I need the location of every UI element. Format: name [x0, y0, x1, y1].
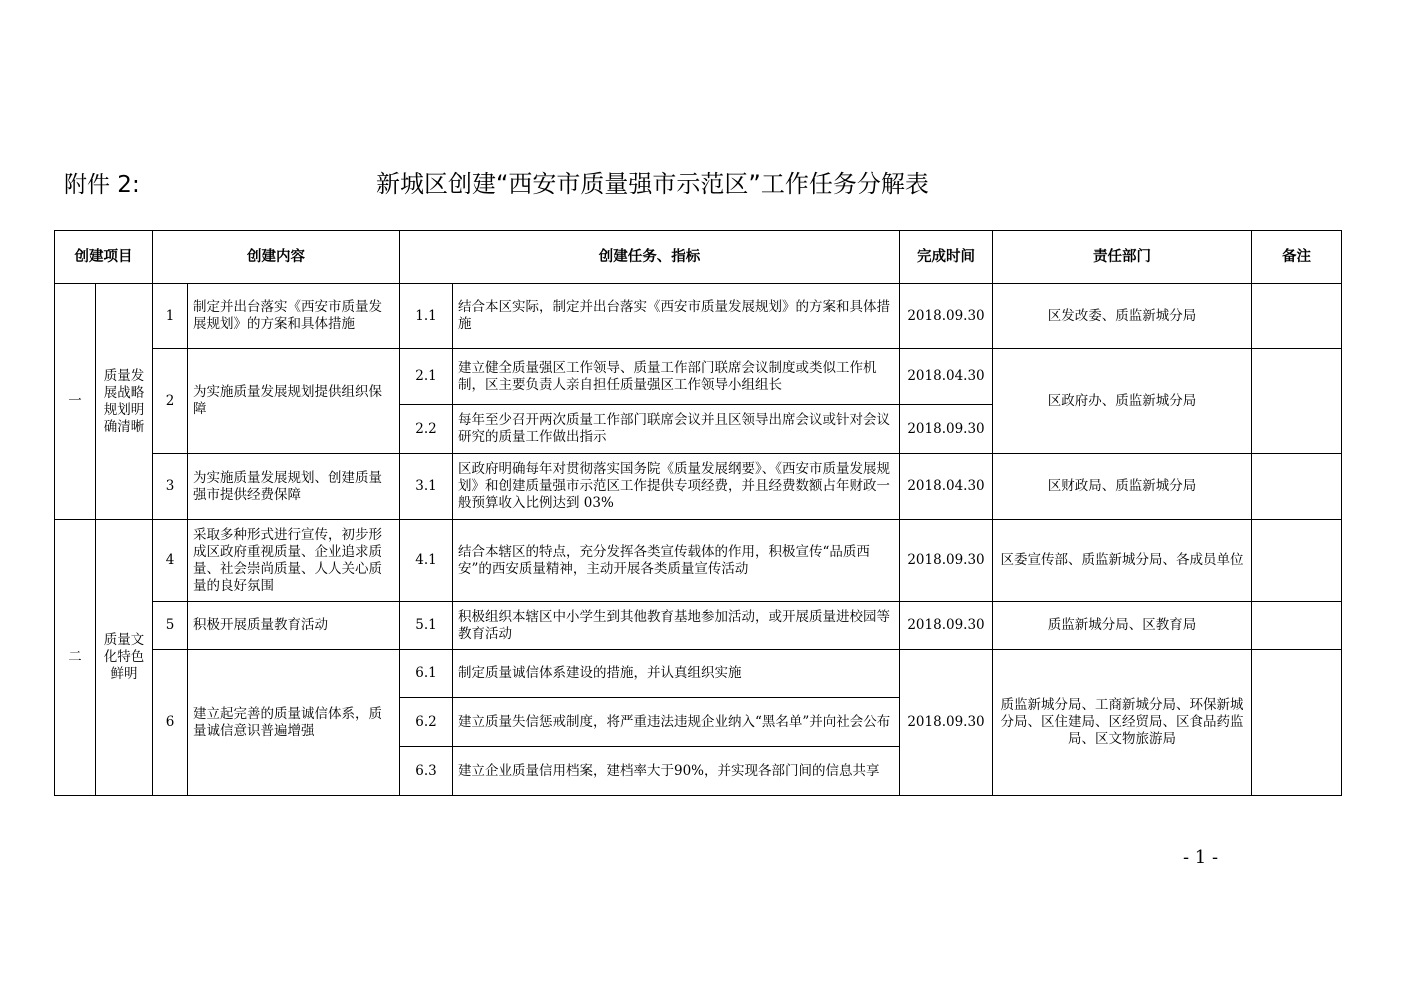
content-text: 制定并出台落实《西安市质量发展规划》的方案和具体措施 — [188, 284, 400, 349]
content-text: 为实施质量发展规划提供组织保障 — [188, 349, 400, 454]
task-text: 每年至少召开两次质量工作部门联席会议并且区领导出席会议或针对会议研究的质量工作做出指示 — [453, 405, 900, 454]
remark-cell — [1252, 520, 1342, 602]
content-number: 2 — [153, 349, 188, 454]
task-deadline: 2018.09.30 — [900, 405, 993, 454]
remark-cell — [1252, 349, 1342, 454]
responsible-dept: 区政府办、质监新城分局 — [993, 349, 1252, 454]
col-header-task: 创建任务、指标 — [400, 231, 900, 284]
task-number: 4.1 — [400, 520, 453, 602]
task-text: 结合本辖区的特点，充分发挥各类宣传载体的作用，积极宣传“品质西安”的西安质量精神，主动开展各类质量宣传活动 — [453, 520, 900, 602]
group-number: 一 — [55, 284, 96, 520]
remark-cell — [1252, 650, 1342, 796]
task-number: 2.1 — [400, 349, 453, 405]
task-table — [54, 230, 1342, 796]
content-number: 5 — [153, 602, 188, 650]
task-deadline: 2018.04.30 — [900, 454, 993, 520]
content-text: 为实施质量发展规划、创建质量强市提供经费保障 — [188, 454, 400, 520]
group-number: 二 — [55, 520, 96, 796]
task-text: 区政府明确每年对贯彻落实国务院《质量发展纲要》、《西安市质量发展规划》和创建质量强市示范区工作提供专项经费，并且经费数额占年财政一般预算收入比例达到 03% — [453, 454, 900, 520]
task-text: 积极组织本辖区中小学生到其他教育基地参加活动，或开展质量进校园等教育活动 — [453, 602, 900, 650]
group-name: 质量文化特色鲜明 — [96, 520, 153, 796]
task-text: 结合本区实际，制定并出台落实《西安市质量发展规划》的方案和具体措施 — [453, 284, 900, 349]
task-number: 1.1 — [400, 284, 453, 349]
document-title: 新城区创建“西安市质量强市示范区”工作任务分解表 — [376, 170, 929, 198]
responsible-dept: 区发改委、质监新城分局 — [993, 284, 1252, 349]
responsible-dept: 区委宣传部、质监新城分局、各成员单位 — [993, 520, 1252, 602]
task-deadline: 2018.09.30 — [900, 284, 993, 349]
content-text: 积极开展质量教育活动 — [188, 602, 400, 650]
attachment-label: 附件 2: — [64, 172, 140, 198]
col-header-project: 创建项目 — [55, 231, 153, 284]
responsible-dept: 区财政局、质监新城分局 — [993, 454, 1252, 520]
content-number: 3 — [153, 454, 188, 520]
remark-cell — [1252, 454, 1342, 520]
task-deadline: 2018.09.30 — [900, 650, 993, 796]
col-header-deadline: 完成时间 — [900, 231, 993, 284]
table-row — [55, 650, 1342, 698]
task-deadline: 2018.09.30 — [900, 602, 993, 650]
remark-cell — [1252, 284, 1342, 349]
task-deadline: 2018.09.30 — [900, 520, 993, 602]
col-header-remark: 备注 — [1252, 231, 1342, 284]
content-number: 4 — [153, 520, 188, 602]
task-number: 6.3 — [400, 747, 453, 796]
col-header-content: 创建内容 — [153, 231, 400, 284]
task-number: 2.2 — [400, 405, 453, 454]
task-deadline: 2018.04.30 — [900, 349, 993, 405]
col-header-dept: 责任部门 — [993, 231, 1252, 284]
content-text: 采取多种形式进行宣传，初步形成区政府重视质量、企业追求质量、社会崇尚质量、人人关心质量的良好氛围 — [188, 520, 400, 602]
responsible-dept: 质监新城分局、工商新城分局、环保新城分局、区住建局、区经贸局、区食品药监局、区文物旅游局 — [993, 650, 1252, 796]
task-text: 建立企业质量信用档案，建档率大于90%，并实现各部门间的信息共享 — [453, 747, 900, 796]
table-row — [55, 602, 1342, 650]
task-text: 建立健全质量强区工作领导、质量工作部门联席会议制度或类似工作机制，区主要负责人亲自担任质量强区工作领导小组组长 — [453, 349, 900, 405]
table-row — [55, 284, 1342, 349]
content-number: 6 — [153, 650, 188, 796]
task-text: 建立质量失信惩戒制度，将严重违法违规企业纳入“黑名单”并向社会公布 — [453, 698, 900, 747]
task-number: 6.2 — [400, 698, 453, 747]
table-header-row — [55, 231, 1342, 284]
task-number: 3.1 — [400, 454, 453, 520]
task-number: 6.1 — [400, 650, 453, 698]
table-row — [55, 520, 1342, 602]
task-text: 制定质量诚信体系建设的措施，并认真组织实施 — [453, 650, 900, 698]
content-text: 建立起完善的质量诚信体系，质量诚信意识普遍增强 — [188, 650, 400, 796]
remark-cell — [1252, 602, 1342, 650]
table-row — [55, 349, 1342, 405]
group-name: 质量发展战略规划明确清晰 — [96, 284, 153, 520]
table-row — [55, 454, 1342, 520]
task-number: 5.1 — [400, 602, 453, 650]
page-number: - 1 - — [1183, 847, 1219, 868]
responsible-dept: 质监新城分局、区教育局 — [993, 602, 1252, 650]
content-number: 1 — [153, 284, 188, 349]
